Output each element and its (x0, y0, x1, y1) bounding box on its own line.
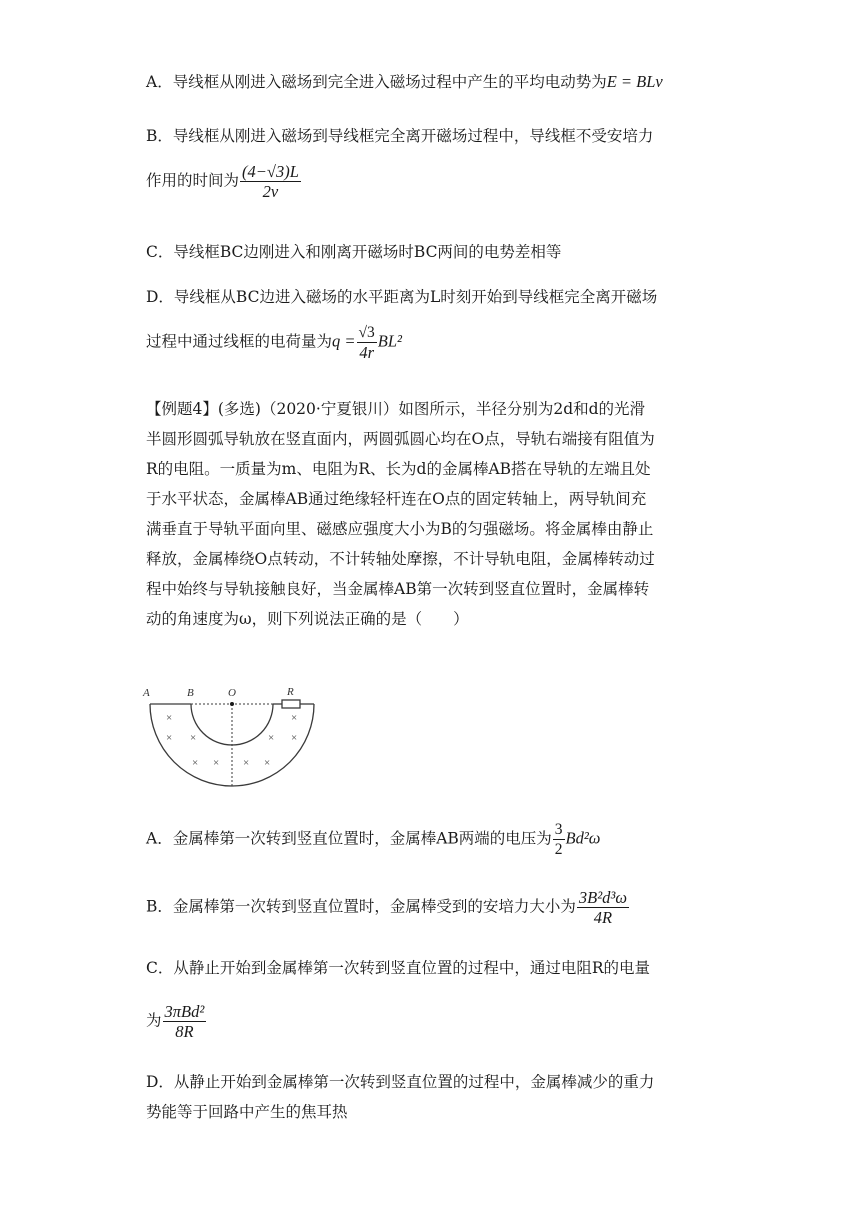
option-d-1-tail: BL² (377, 331, 402, 351)
option-a-1 (146, 72, 663, 92)
example-line: 程中始终与导轨接触良好，当金属棒AB第一次转到竖直位置时，金属棒转 (146, 580, 650, 598)
fraction-denominator: 2v (262, 182, 279, 201)
fraction-denominator: 8R (175, 1022, 194, 1041)
option-b-2-text: B．金属棒第一次转到竖直位置时，金属棒受到的安培力大小为 (146, 897, 576, 916)
example-line: R的电阻。一质量为m、电阻为R、长为d的金属棒AB搭在导轨的左端且处 (146, 460, 651, 478)
field-mark: × (213, 757, 220, 769)
option-b-1-text2: 作用的时间为 (146, 171, 240, 190)
example-line: 半圆形圆弧导轨放在竖直面内，两圆弧圆心均在O点，导轨右端接有阻值为 (146, 430, 655, 448)
field-mark: × (166, 712, 173, 724)
fraction-numerator: (4−√3)L (242, 162, 299, 181)
label-a: A (143, 687, 150, 699)
option-c-2-text: C．从静止开始到金属棒第一次转到竖直位置的过程中，通过电阻R的电量 (146, 959, 651, 977)
option-d-1-text: D．导线框从BC边进入磁场的水平距离为L时刻开始到导线框完全离开磁场 (146, 288, 658, 306)
option-c-2-line1 (146, 958, 650, 978)
field-mark: × (243, 757, 250, 769)
resistor-r (282, 700, 300, 708)
option-d-2-text: D．从静止开始到金属棒第一次转到竖直位置的过程中，金属棒减少的重力 (146, 1073, 655, 1091)
option-a-1-formula: E = BLv (606, 72, 663, 91)
option-a-2-fraction (553, 820, 565, 859)
fraction-numerator: 3B²d³ω (578, 888, 628, 907)
option-a-2-tail: Bd²ω (565, 828, 601, 848)
option-c-2-line2 (146, 1002, 207, 1041)
example-line: 动的角速度为ω，则下列说法正确的是（ ） (146, 610, 469, 628)
fraction-denominator: 4R (593, 908, 613, 927)
example-line: 【例题4】(多选)（2020·宁夏银川）如图所示，半径分别为2d和d的光滑 (146, 400, 646, 418)
fraction-numerator: 3πBd² (164, 1002, 205, 1021)
label-o: O (228, 687, 236, 699)
label-r: R (287, 686, 294, 698)
option-c-2-text2: 为 (146, 1011, 162, 1030)
example-line: 释放，金属棒绕O点转动，不计转轴处摩擦，不计导轨电阻，金属棒转动过 (146, 550, 655, 568)
option-b-2-fraction (577, 888, 629, 927)
field-mark: × (192, 757, 199, 769)
option-d-2-line1 (146, 1072, 654, 1092)
option-d-2-line2 (146, 1102, 348, 1122)
option-d-1-line2 (146, 323, 402, 362)
fraction-denominator: 4r (359, 343, 374, 362)
example-line: 满垂直于导轨平面向里、磁感应强度大小为B的匀强磁场。将金属棒由静止 (146, 520, 654, 538)
option-d-1-fraction (357, 323, 377, 362)
option-a-2 (146, 820, 600, 859)
example-4-stem (146, 394, 721, 634)
example-line: 于水平状态，金属棒AB通过绝缘轻杆连在O点的固定转轴上，两导轨间充 (146, 490, 647, 508)
option-c-1 (146, 242, 561, 262)
field-mark: × (291, 712, 298, 724)
field-mark: × (291, 732, 298, 744)
fraction-denominator: 2 (554, 841, 563, 858)
field-mark: × (264, 757, 271, 769)
option-b-1-text: B．导线框从刚进入磁场到导线框完全离开磁场过程中，导线框不受安培力 (146, 127, 654, 145)
option-d-1-lhs: q = (332, 331, 356, 351)
fraction-numerator: √3 (358, 324, 375, 341)
option-d-1-line1 (146, 287, 657, 307)
label-b: B (187, 687, 194, 699)
fraction-numerator: 3 (554, 821, 563, 838)
option-d-1-text2: 过程中通过线框的电荷量为 (146, 332, 333, 351)
field-mark: × (190, 732, 197, 744)
option-b-1-line1 (146, 126, 653, 146)
option-c-1-text: C．导线框BC边刚进入和刚离开磁场时BC两间的电势差相等 (146, 243, 562, 261)
option-b-1-line2 (146, 162, 302, 201)
option-d-2-text2: 势能等于回路中产生的焦耳热 (146, 1103, 348, 1121)
option-a-2-text: A．金属棒第一次转到竖直位置时，金属棒AB两端的电压为 (146, 829, 552, 848)
field-mark: × (166, 732, 173, 744)
option-c-2-fraction (163, 1002, 207, 1041)
field-mark: × (268, 732, 275, 744)
semicircle-rail-figure (140, 680, 340, 790)
pivot-o (230, 702, 234, 706)
option-a-1-text: A．导线框从刚进入磁场到完全进入磁场过程中产生的平均电动势为 (146, 73, 607, 91)
option-b-1-fraction (240, 162, 301, 201)
option-b-2 (146, 888, 630, 927)
